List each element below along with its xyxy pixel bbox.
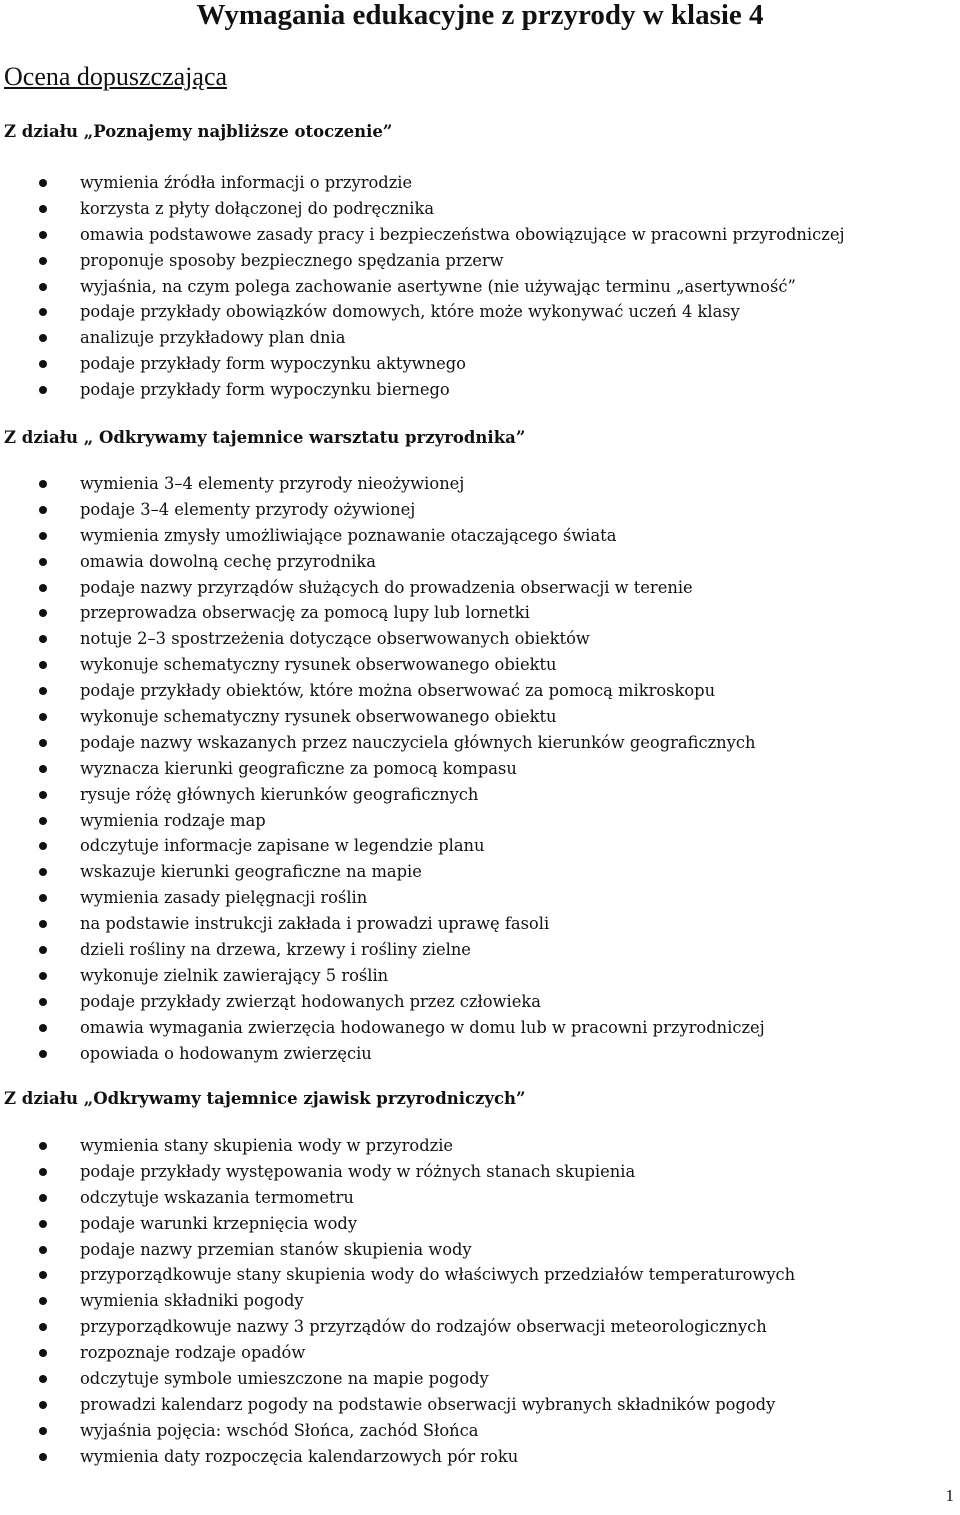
section-heading-3: Z działu „Odkrywamy tajemnice zjawisk przyrodniczych” — [4, 1089, 526, 1108]
list-item-text: wymienia stany skupienia wody w przyrodzie — [80, 1136, 454, 1155]
bullet-icon — [39, 386, 47, 394]
bullet-icon — [39, 283, 47, 291]
list-item — [0, 678, 765, 704]
list-item-text: opowiada o hodowanym zwierzęciu — [80, 1043, 372, 1063]
list-item — [0, 1015, 765, 1041]
bullet-icon — [39, 231, 47, 239]
bullet-icon — [39, 817, 47, 825]
list-item — [0, 170, 845, 196]
list-item — [0, 196, 845, 222]
list-item-text: podaje przykłady zwierząt hodowanych przez człowieka — [80, 991, 541, 1011]
list-item — [0, 963, 765, 989]
list-item — [0, 911, 765, 937]
bullet-icon — [39, 558, 47, 566]
list-item-text: przyporządkowuje nazwy 3 przyrządów do rodzajów obserwacji meteorologicznych — [80, 1317, 767, 1337]
list-item — [0, 325, 845, 351]
bullet-icon — [39, 687, 47, 695]
bullet-icon — [39, 257, 47, 265]
list-item-text: rozpoznaje rodzaje opadów — [80, 1343, 306, 1363]
list-item-text: odczytuje symbole umieszczone na mapie pogody — [80, 1369, 489, 1389]
page-title — [0, 0, 960, 30]
list-item — [0, 1262, 795, 1288]
list-item — [0, 808, 765, 834]
bullet-icon — [39, 635, 47, 643]
list-item-text: korzysta z płyty dołączonej do podręcznika — [80, 198, 435, 218]
bullet-icon — [39, 179, 47, 187]
list-item-text: podaje przykłady obiektów, które można obserwować za pomocą mikroskopu — [80, 681, 716, 701]
bullet-icon — [39, 868, 47, 876]
list-item-text: omawia podstawowe zasady pracy i bezpieczeństwa obowiązujące w pracowni przyrodniczej — [80, 224, 845, 244]
list-item-text: wymienia rodzaje map — [80, 810, 266, 830]
list-item-text: wymienia daty rozpoczęcia kalendarzowych pór roku — [80, 1446, 519, 1466]
list-item-text: podaje przykłady form wypoczynku biernego — [80, 380, 450, 400]
bullet-icon — [39, 1220, 47, 1228]
list-item — [0, 937, 765, 963]
bullet-icon — [39, 609, 47, 617]
bullet-icon — [39, 1050, 47, 1058]
bullet-icon — [39, 946, 47, 954]
bullet-icon — [39, 1271, 47, 1279]
list-item — [0, 497, 765, 523]
list-item — [0, 833, 765, 859]
list-item-text: omawia dowolną cechę przyrodnika — [80, 551, 376, 571]
list-item-text: analizuje przykładowy plan dnia — [80, 328, 346, 348]
grade-heading: Ocena dopuszczająca — [4, 62, 228, 91]
list-item — [0, 1159, 795, 1185]
list-item-text: na podstawie instrukcji zakłada i prowadzi uprawę fasoli — [80, 914, 550, 934]
list-item-text: wykonuje zielnik zawierający 5 roślin — [80, 965, 389, 985]
bullet-icon — [39, 1246, 47, 1254]
bullet-icon — [39, 1323, 47, 1331]
list-item-text: odczytuje wskazania termometru — [80, 1187, 354, 1207]
list-item — [0, 1185, 795, 1211]
list-item — [0, 299, 845, 325]
list-item — [0, 377, 845, 403]
bullet-icon — [39, 532, 47, 540]
bullet-icon — [39, 972, 47, 980]
list-item — [0, 600, 765, 626]
list-item — [0, 1444, 795, 1470]
list-item — [0, 575, 765, 601]
list-item-text: przeprowadza obserwację za pomocą lupy lub lornetki — [80, 603, 530, 623]
list-item — [0, 1288, 795, 1314]
bullet-icon — [39, 506, 47, 514]
list-item-text: rysuje różę głównych kierunków geograficznych — [80, 784, 479, 804]
list-item-text: podaje przykłady obowiązków domowych, które może wykonywać uczeń 4 klasy — [80, 302, 740, 322]
list-item-text: podaje przykłady występowania wody w różnych stanach skupienia — [80, 1161, 636, 1181]
list-item-text: podaje nazwy przemian stanów skupienia wody — [80, 1239, 472, 1259]
list-item-text: dzieli rośliny na drzewa, krzewy i rośliny zielne — [80, 940, 471, 960]
list-item-text: notuje 2–3 spostrzeżenia dotyczące obserwowanych obiektów — [80, 629, 590, 649]
list-item-text: wymienia 3–4 elementy przyrody nieożywionej — [80, 474, 465, 493]
list-item — [0, 859, 765, 885]
bullet-icon — [39, 1349, 47, 1357]
bullet-icon — [39, 894, 47, 902]
list-item-text: podaje nazwy przyrządów służących do prowadzenia obserwacji w terenie — [80, 577, 693, 597]
list-item — [0, 1340, 795, 1366]
list-item-text: wymienia zmysły umożliwiające poznawanie otaczającego świata — [80, 525, 617, 545]
list-item — [0, 523, 765, 549]
list-item — [0, 782, 765, 808]
bullet-icon — [39, 334, 47, 342]
list-item-text: wymienia składniki pogody — [80, 1291, 304, 1311]
bullet-icon — [39, 661, 47, 669]
page-number: 1 — [945, 1486, 954, 1505]
list-item-text: prowadzi kalendarz pogody na podstawie obserwacji wybranych składników pogody — [80, 1394, 776, 1414]
list-item-text: proponuje sposoby bezpiecznego spędzania przerw — [80, 250, 504, 270]
list-item — [0, 704, 765, 730]
bullet-icon — [39, 1297, 47, 1305]
list-item — [0, 1133, 795, 1159]
bullet-icon — [39, 739, 47, 747]
list-item — [0, 274, 845, 300]
bullet-icon — [39, 584, 47, 592]
list-item-text: wskazuje kierunki geograficzne na mapie — [80, 862, 422, 882]
list-item — [0, 222, 845, 248]
list-item-text: wymienia zasady pielęgnacji roślin — [80, 888, 368, 908]
list-item — [0, 756, 765, 782]
list-item-text: wyjaśnia, na czym polega zachowanie asertywne (nie używając terminu „asertywność” — [80, 276, 796, 296]
bullet-icon — [39, 205, 47, 213]
list-item — [0, 351, 845, 377]
bullet-icon — [39, 713, 47, 721]
list-item — [0, 730, 765, 756]
list-item-text: wykonuje schematyczny rysunek obserwowanego obiektu — [80, 655, 557, 675]
list-item — [0, 471, 765, 497]
list-item — [0, 989, 765, 1015]
bullet-icon — [39, 1375, 47, 1383]
bullet-icon — [39, 998, 47, 1006]
bullet-icon — [39, 1142, 47, 1150]
list-item — [0, 885, 765, 911]
requirements-list-1 — [0, 170, 845, 403]
list-item-text: podaje warunki krzepnięcia wody — [80, 1213, 358, 1233]
section-heading-2: Z działu „ Odkrywamy tajemnice warsztatu przyrodnika” — [4, 428, 526, 447]
section-heading-1: Z działu „Poznajemy najbliższe otoczenie” — [4, 122, 393, 141]
list-item-text: przyporządkowuje stany skupienia wody do właściwych przedziałów temperaturowych — [80, 1265, 796, 1285]
bullet-icon — [39, 920, 47, 928]
list-item-text: podaje nazwy wskazanych przez nauczyciela głównych kierunków geograficznych — [80, 732, 756, 752]
list-item-text: podaje przykłady form wypoczynku aktywnego — [80, 354, 466, 374]
list-item — [0, 1366, 795, 1392]
bullet-icon — [39, 480, 47, 488]
bullet-icon — [39, 765, 47, 773]
list-item — [0, 626, 765, 652]
list-item — [0, 1237, 795, 1263]
list-item — [0, 1314, 795, 1340]
page-title-text: Wymagania edukacyjne z przyrody w klasie 4 — [196, 0, 764, 31]
list-item — [0, 1418, 795, 1444]
bullet-icon — [39, 1401, 47, 1409]
list-item-text: wymienia źródła informacji o przyrodzie — [80, 173, 413, 192]
list-item-text: podaje 3–4 elementy przyrody ożywionej — [80, 499, 416, 519]
bullet-icon — [39, 1024, 47, 1032]
list-item — [0, 549, 765, 575]
list-item-text: omawia wymagania zwierzęcia hodowanego w domu lub w pracowni przyrodniczej — [80, 1017, 765, 1037]
list-item — [0, 1392, 795, 1418]
bullet-icon — [39, 1453, 47, 1461]
list-item — [0, 652, 765, 678]
bullet-icon — [39, 1194, 47, 1202]
bullet-icon — [39, 842, 47, 850]
list-item — [0, 1041, 765, 1067]
bullet-icon — [39, 308, 47, 316]
list-item — [0, 1211, 795, 1237]
list-item-text: wyjaśnia pojęcia: wschód Słońca, zachód Słońca — [80, 1420, 479, 1440]
requirements-list-2 — [0, 471, 765, 1066]
list-item-text: odczytuje informacje zapisane w legendzie planu — [80, 836, 485, 856]
list-item — [0, 248, 845, 274]
bullet-icon — [39, 791, 47, 799]
bullet-icon — [39, 1427, 47, 1435]
list-item-text: wyznacza kierunki geograficzne za pomocą kompasu — [80, 758, 517, 778]
bullet-icon — [39, 1168, 47, 1176]
bullet-icon — [39, 360, 47, 368]
list-item-text: wykonuje schematyczny rysunek obserwowanego obiektu — [80, 707, 557, 727]
requirements-list-3 — [0, 1133, 795, 1470]
